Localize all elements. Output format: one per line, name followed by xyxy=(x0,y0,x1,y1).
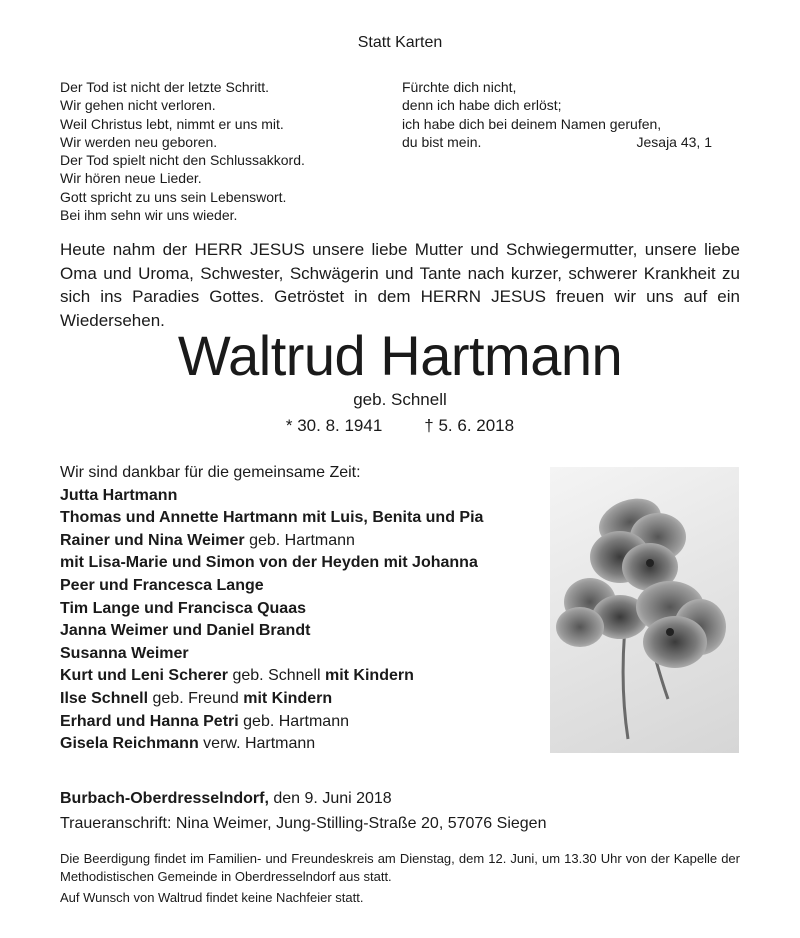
mourner-line xyxy=(60,688,540,711)
announcement-text: Heute nahm der HERR JESUS unsere liebe Mutter und Schwiegermutter, unsere liebe Oma und Uroma, Schwester, Schwägerin und Tante nach kurzer, schwerer Krankheit zu sich ins Paradies Gottes. Getröstet in dem HERRN JESUS freuen wir uns auf ein Wiedersehen. xyxy=(60,240,740,330)
verse-line: ich habe dich bei deinem Namen gerufen, xyxy=(402,115,662,132)
pansy-flowers-photo xyxy=(550,467,739,753)
header-statt-karten: Statt Karten xyxy=(357,34,443,51)
mourner-name: mit Lisa-Marie und Simon von der Heyden mit Johanna xyxy=(60,554,478,572)
mourner-line xyxy=(60,485,540,508)
mourner-line xyxy=(60,575,540,598)
poem-left xyxy=(60,78,350,224)
poem-line: Der Tod spielt nicht den Schlussakkord. xyxy=(60,152,305,169)
poem-line: Wir gehen nicht verloren. xyxy=(60,97,216,114)
mourner-name: Thomas und Annette Hartmann mit Luis, Benita und Pia xyxy=(60,509,484,527)
birth-date: * 30. 8. 1941 xyxy=(285,416,383,435)
mourner-note: geb. Freund xyxy=(148,689,244,707)
funeral-notice: Die Beerdigung findet im Familien- und Freundeskreis am Dienstag, dem 12. Juni, um 13.30 Uhr von der Kapelle der Methodistischen Gemeinde in Oberdresselndorf aus statt. xyxy=(60,851,740,884)
mourner-name: mit Kindern xyxy=(243,689,333,707)
poem-line: Wir werden neu geboren. xyxy=(60,133,218,150)
mourner-line xyxy=(60,507,540,530)
mourner-name: Jutta Hartmann xyxy=(60,486,178,504)
poem-line: Wir hören neue Lieder. xyxy=(60,170,202,187)
mourner-line xyxy=(60,711,540,734)
mourner-name: Tim Lange und Francisca Quaas xyxy=(60,599,306,617)
poem-line: Bei ihm sehn wir uns wieder. xyxy=(60,207,238,224)
mourner-line xyxy=(60,598,540,621)
poem-line: Der Tod ist nicht der letzte Schritt. xyxy=(60,79,270,95)
place-and-date xyxy=(60,790,392,808)
verse-line: du bist mein. xyxy=(402,133,482,150)
death-date: † 5. 6. 2018 xyxy=(424,416,515,435)
mourner-line xyxy=(60,620,540,643)
verse-line: Fürchte dich nicht, xyxy=(402,79,517,95)
mourning-address: Traueranschrift: Nina Weimer, Jung-Stilling-Straße 20, 57076 Siegen xyxy=(60,815,547,832)
mourner-line xyxy=(60,733,540,756)
verse-line-last xyxy=(402,133,712,151)
mourner-name: Kurt und Leni Scherer xyxy=(60,667,229,685)
mourner-line xyxy=(60,643,540,666)
life-dates xyxy=(0,416,800,436)
mourner-name: mit Kindern xyxy=(324,667,414,685)
reception-notice: Auf Wunsch von Waltrud findet keine Nachfeier statt. xyxy=(60,890,364,905)
mourner-name: Susanna Weimer xyxy=(60,644,189,662)
mourner-name: Gisela Reichmann xyxy=(60,735,199,753)
bible-verse xyxy=(402,78,712,151)
mourner-note: verw. Hartmann xyxy=(198,735,316,753)
mourner-note: geb. Hartmann xyxy=(244,531,355,549)
mourners-list xyxy=(60,462,540,756)
mourner-line xyxy=(60,530,540,553)
mourner-note: geb. Schnell xyxy=(228,667,325,685)
poem-line: Weil Christus lebt, nimmt er uns mit. xyxy=(60,115,284,132)
verse-line: denn ich habe dich erlöst; xyxy=(402,97,562,114)
mourner-line xyxy=(60,665,540,688)
date: den 9. Juni 2018 xyxy=(268,790,392,807)
place: Burbach-Oberdresselndorf, xyxy=(60,790,269,807)
verse-reference: Jesaja 43, 1 xyxy=(636,133,712,150)
pansy-flowers-icon xyxy=(550,467,739,753)
mourners-intro: Wir sind dankbar für die gemeinsame Zeit: xyxy=(60,464,361,481)
poem-line: Gott spricht zu uns sein Lebenswort. xyxy=(60,188,287,205)
mourner-lines xyxy=(60,485,540,756)
deceased-name: Waltrud Hartmann xyxy=(177,324,623,387)
mourner-name: Erhard und Hanna Petri xyxy=(60,712,239,730)
mourner-name: Peer und Francesca Lange xyxy=(60,576,264,594)
mourner-line xyxy=(60,552,540,575)
mourner-name: Rainer und Nina Weimer xyxy=(60,531,245,549)
mourner-note: geb. Hartmann xyxy=(238,712,349,730)
mourner-name: Ilse Schnell xyxy=(60,689,149,707)
mourner-name: Janna Weimer und Daniel Brandt xyxy=(60,622,311,640)
birth-name: geb. Schnell xyxy=(353,390,447,409)
